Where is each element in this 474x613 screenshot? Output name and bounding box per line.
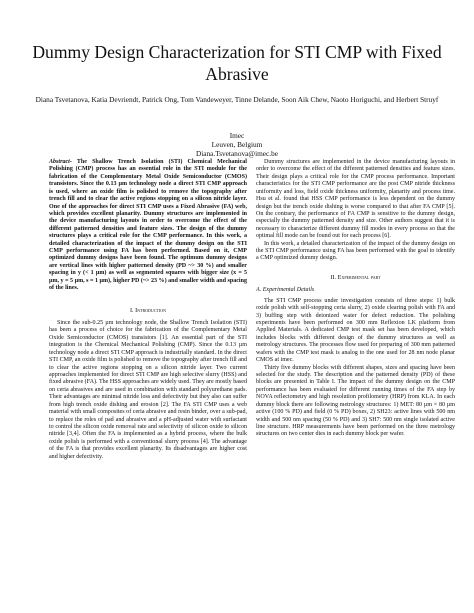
body-paragraph: Thirty five dummy blocks with different shapes, sizes and spacing have been selected for the study. The description and the patterned density (PD) of these blocks are presented in Table I. The impact of the dummy design on the CMP performance has been evaluated for different running times of the FA step by NOVA reflectometry and high resolution profilometry (HRP) from KLA. In each dummy block there are following metrology structures: 1) MET: 80 µm × 80 µm active (100 % PD) and field (0 % PD) boxes, 2) SH23: active lines with 500 nm width and 500 nm spacing (50 % PD) and 3) SH7: 500 nm single isolated active line structure. HRP measurements have been performed on the three metrology structures on two center dies in each dummy block per wafer. [256, 364, 455, 438]
section-heading-introduction: I. Introduction [129, 306, 167, 314]
affiliation-email: Diana.Tsvetanova@imec.be [196, 148, 278, 158]
affiliation-city: Leuven, Belgium [211, 139, 263, 149]
introduction-paragraph: Since the sub-0.25 µm technology node, the Shallow Trench Isolation (STI) has been a process of choice for the fabrication of the Complementary Metal Oxide Semiconductor (CMOS) transistors [1]. An essential part of the STI integration is the Chemical Mechanical Polishing (CMP). Since the 0.13 µm technology node a direct STI CMP approach is industrially standard. In the direct STI CMP, an oxide film is polished to remove the topography after trench fill and to clear the active regions stopping on a silicon nitride layer. Two current approaches implemented for direct STI CMP are high selective slurry (HSS) and fixed abrasive (FA). The HSS approaches are widely used. They are mostly based on ceria abrasives and are used in combination with standard polyurethane pads. Their advantages are minimal nitride loss and defectivity but they also can suffer from high trench oxide dishing and erosion [2]. The FA STI CMP uses a web material with small composites of ceria abrasive and resin binder, over a sub-pad, to replace the roles of pad and abrasive and a pH-adjusted water with surfactant to control the silicon oxide removal rate and selectivity of silicon oxide to silicon nitride [3,4]. Often the FA is implemented as a hybrid process, where the bulk oxide polish is performed with a conventional slurry process [4]. The advantage of the FA is that provides excellent planarity. Its disadvantages are higher cost and higher defectivity. [49, 320, 247, 460]
author-list: Diana Tsvetanova, Katia Devriendt, Patrick Ong, Tom Vandeweyer, Tinne Delande, Soon Aik Chew, Naoto Horiguchi, and Herbert Struyf [35, 95, 439, 104]
body-paragraph: The STI CMP process under investigation consists of three steps: 1) bulk oxide polish with self-stopping ceria slurry, 2) oxide clearing polish with FA and 3) buffing step with deionized water for defect reduction. The polishing experiments have been performed on 300 mm Reflexion LK platform from Applied Materials. A dedicated CMP test mask set has been developed, which includes blocks with different design of the dummy structures as well as metrology structures. The processes flow used for preparing of 300 mm patterned wafers with the CMP test mask is analog to the one used for 28 nm node planar CMOS at imec. [256, 297, 455, 364]
body-paragraph: In this work, a detailed characterization of the impact of the dummy design on the STI CMP performance using FA has been performed with the goal to identify a CMP optimized dummy design. [256, 240, 455, 262]
abstract-label: Abstract- [49, 159, 72, 165]
paper-title: Dummy Design Characterization for STI CMP with Fixed Abrasive [32, 42, 442, 84]
abstract-text: The Shallow Trench Isolation (STI) Chemical Mechanical Polishing (CMP) process has an essential role in the STI module for the fabrication of the Complementary Metal Oxide Semiconductor (CMOS) transistors. Since the 0.13 µm technology node a direct STI CMP approach is used, where an oxide film is polished to remove the topography after trench fill and to clear the active regions stopping on a silicon nitride layer. One of the approaches for direct STI CMP uses a Fixed Abrasive (FA) web, which provides excellent planarity. Dummy structures are implemented in the device manufacturing layouts in order to overcome the effect of the different patterned densities and feature sizes. The design of the dummy structures plays a critical role for the CMP performance. In this work, a detailed characterization of the impact of the dummy design on the STI CMP performance using FA has been performed. Based on it, CMP optimized dummy designs have been found. The optimum dummy designs are vertical lines with higher patterned density (PD ~> 30 %) and smaller spacing in y (< 1 µm) as well as segmented squares with bigger size (x = 5 µm, y = 5 µm, s = 1 µm), higher PD (~> 23 %) and smaller width and spacing of the lines. [49, 159, 247, 292]
abstract [49, 159, 247, 293]
body-paragraph: Dummy structures are implemented in the device manufacturing layouts in order to overcome the effect of the different patterned densities and feature sizes. Their design plays a critical role for the CMP process performance. Important characteristics for the STI CMP performance are the post CMP nitride thickness uniformity and loss, field oxide thickness uniformity, planarity and process time. Hsu et al. found that HSS CMP performance is less dependent on the dummy design but the trench oxide dishing is worse compared to that after FA CMP [5]. On the contrary, the performance of FA CMP is sensitive to the dummy design, especially the dummy patterned density and size. Other authors suggest that it is necessary to characterize different dummy fill modes in every process so that the optimal fill mode can be found out for each process [6]. [256, 159, 455, 240]
affiliation-org: Imec [229, 131, 245, 140]
affiliation-block [30, 132, 444, 159]
left-column [49, 159, 247, 461]
subsection-heading-experimental-details: A. Experimental Details [256, 287, 315, 294]
section-heading-experimental: II. Experimental part [330, 273, 381, 281]
right-column [256, 159, 455, 439]
